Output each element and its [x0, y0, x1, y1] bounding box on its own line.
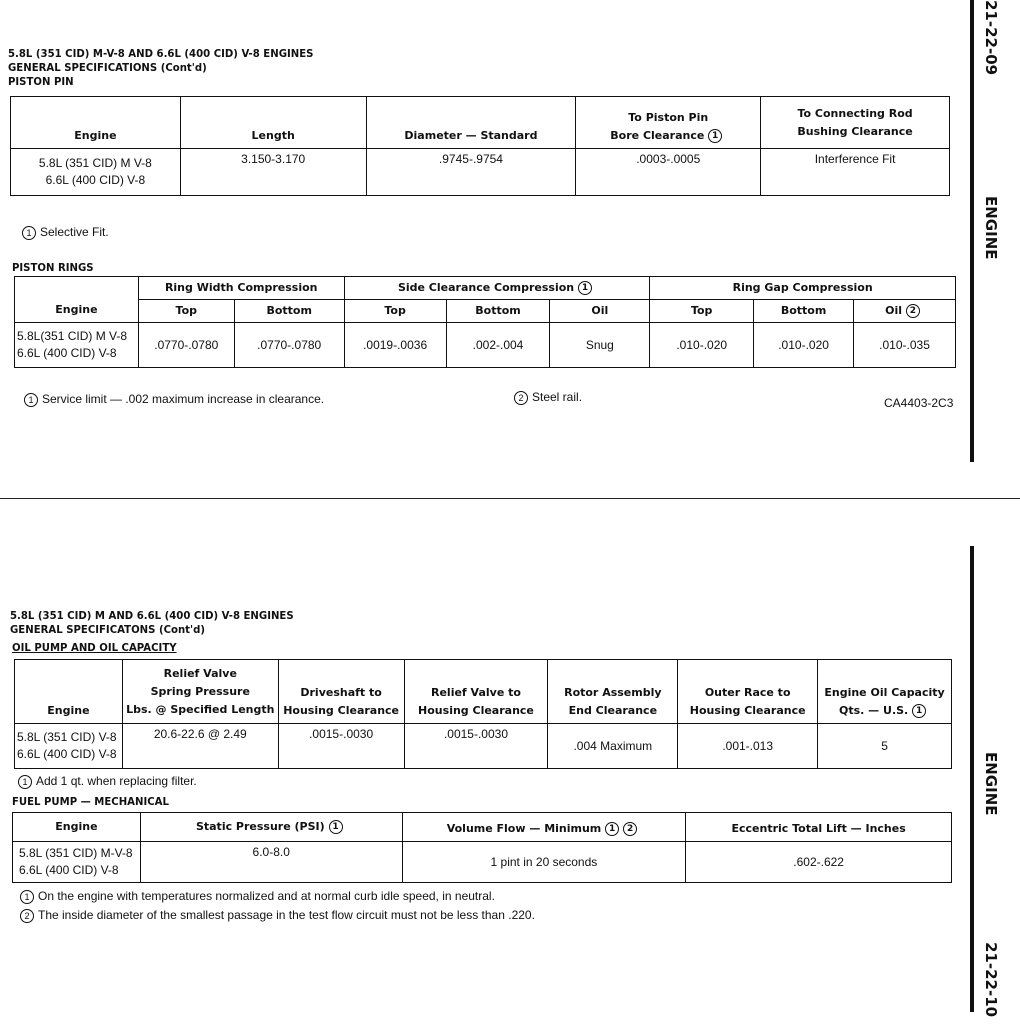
bottom-title-general-specs: GENERAL SPECIFICATONS (Cont'd)	[10, 623, 205, 636]
side-bar-top	[970, 0, 974, 462]
col-side-top: Top	[344, 300, 446, 323]
length-value: 3.150-3.170	[180, 149, 366, 196]
col-relief-valve-clearance	[404, 660, 548, 724]
table-header-row	[13, 813, 952, 842]
col-side-bottom: Bottom	[446, 300, 550, 323]
group-side-clearance-label: Side Clearance Compression	[397, 281, 575, 294]
side-bar-bottom	[970, 546, 974, 1012]
engine-cell	[11, 149, 181, 196]
footnote-marker-1: 1	[912, 704, 926, 718]
ring-footnote-1-text: Service limit — .002 maximum increase in clearance.	[42, 392, 325, 406]
header-line: Volume Flow — Minimum	[446, 822, 602, 835]
col-engine: Engine	[13, 813, 141, 842]
col-width-bottom: Bottom	[234, 300, 344, 323]
static-pressure-value: 6.0-8.0	[140, 842, 402, 883]
group-ring-width: Ring Width Compression	[138, 277, 344, 300]
footnote-marker-1: 1	[18, 775, 32, 789]
col-eccentric-lift: Eccentric Total Lift — Inches	[686, 813, 952, 842]
ring-footnote-2-text: Steel rail.	[532, 390, 583, 404]
figure-code: CA4403-2C3	[884, 396, 954, 410]
relief-clearance-value: .0015-.0030	[404, 724, 548, 769]
header-line: Lbs. @ Specified Length	[126, 702, 275, 716]
footnote-marker-1: 1	[578, 281, 592, 295]
col-bore-clearance-line2: Bore Clearance	[610, 129, 705, 142]
page-number-top: 21-22-09	[982, 0, 1000, 76]
footnote-marker-1: 1	[708, 129, 722, 143]
page-divider	[0, 498, 1020, 499]
col-oil-capacity	[818, 660, 952, 724]
header-line: Relief Valve	[163, 666, 237, 680]
col-side-oil: Oil	[550, 300, 650, 323]
header-line: Housing Clearance	[283, 704, 400, 717]
section-label-bottom: ENGINE	[982, 752, 1000, 816]
table-row	[11, 149, 950, 196]
footnote-marker-1: 1	[329, 820, 343, 834]
fuel-footnote-2	[20, 908, 535, 923]
side-bottom-value: .002-.004	[446, 323, 550, 368]
side-top-value: .0019-.0036	[344, 323, 446, 368]
col-volume-flow	[402, 813, 686, 842]
bushing-clearance-value: Interference Fit	[761, 149, 950, 196]
side-oil-value: Snug	[550, 323, 650, 368]
fuel-pump-table	[12, 812, 952, 883]
pin-footnote	[22, 225, 109, 240]
ring-footnote-2	[514, 390, 582, 405]
col-length: Length	[180, 97, 366, 149]
col-gap-oil	[854, 300, 956, 323]
table-row	[13, 842, 952, 883]
group-side-clearance	[344, 277, 650, 300]
footnote-marker-1: 1	[22, 226, 36, 240]
gap-bottom-value: .010-.020	[754, 323, 854, 368]
header-line: Rotor Assembly	[564, 686, 662, 699]
footnote-marker-1: 1	[20, 890, 34, 904]
engine-line: 6.6L (400 CID) V-8	[17, 747, 117, 761]
col-engine: Engine	[15, 660, 123, 724]
fuel-footnote-1	[20, 889, 495, 904]
gap-oil-value: .010-.035	[854, 323, 956, 368]
col-driveshaft-clearance	[278, 660, 404, 724]
header-line: Housing Clearance	[689, 704, 806, 717]
bottom-title-engines: 5.8L (351 CID) M AND 6.6L (400 CID) V-8 ENGINES	[10, 609, 294, 622]
col-static-pressure	[140, 813, 402, 842]
fuel-pump-title: FUEL PUMP — MECHANICAL	[12, 795, 169, 808]
oil-footnote	[18, 774, 197, 789]
ring-footnote-1	[24, 392, 324, 407]
col-bushing-clearance-line1: To Connecting Rod	[797, 106, 913, 120]
footnote-marker-2: 2	[906, 304, 920, 318]
col-bushing-clearance	[761, 97, 950, 149]
footnote-marker-2: 2	[623, 822, 637, 836]
header-line: Qts. — U.S.	[839, 704, 909, 717]
engine-line: 6.6L (400 CID) V-8	[17, 346, 117, 360]
oil-pump-table	[14, 659, 952, 769]
top-title-piston-pin: PISTON PIN	[8, 75, 74, 88]
footnote-marker-2: 2	[514, 391, 528, 405]
group-ring-gap: Ring Gap Compression	[650, 277, 956, 300]
header-line: Housing Clearance	[418, 704, 534, 717]
top-title-general-specs: GENERAL SPECIFICATIONS (Cont'd)	[8, 61, 207, 74]
bore-clearance-value: .0003-.0005	[576, 149, 761, 196]
header-line: Relief Valve to	[431, 686, 521, 699]
table-header-row	[11, 97, 950, 149]
engine-line: 5.8L(351 CID) M V-8	[17, 329, 128, 343]
footnote-marker-2: 2	[20, 909, 34, 923]
top-title-engines: 5.8L (351 CID) M-V-8 AND 6.6L (400 CID) V-8 ENGINES	[8, 47, 314, 60]
header-line: Driveshaft to	[300, 686, 382, 699]
engine-line: 6.6L (400 CID) V-8	[19, 863, 119, 877]
pin-footnote-text: Selective Fit.	[40, 225, 109, 239]
header-line: Outer Race to	[704, 686, 791, 699]
engine-line: 5.8L (351 CID) M V-8	[38, 156, 152, 170]
rotor-end-clearance-value: .004 Maximum	[548, 724, 678, 769]
table-row	[15, 724, 952, 769]
page-number-bottom: 21-22-10	[982, 942, 1000, 1018]
engine-line: 6.6L (400 CID) V-8	[45, 173, 146, 187]
fuel-footnote-2-text: The inside diameter of the smallest passage in the test flow circuit must not be less than .220.	[38, 908, 535, 922]
col-engine: Engine	[11, 97, 181, 149]
volume-flow-value: 1 pint in 20 seconds	[402, 842, 686, 883]
header-line: End Clearance	[568, 704, 658, 717]
oil-capacity-value: 5	[818, 724, 952, 769]
relief-pressure-value: 20.6-22.6 @ 2.49	[122, 724, 278, 769]
col-relief-valve-pressure	[122, 660, 278, 724]
oil-footnote-text: Add 1 qt. when replacing filter.	[36, 774, 197, 788]
col-bore-clearance	[576, 97, 761, 149]
col-bushing-clearance-line2: Bushing Clearance	[797, 124, 913, 138]
diameter-value: .9745-.9754	[366, 149, 576, 196]
header-line: Engine Oil Capacity	[824, 686, 945, 699]
col-diameter: Diameter — Standard	[366, 97, 576, 149]
driveshaft-clearance-value: .0015-.0030	[278, 724, 404, 769]
engine-cell	[13, 842, 141, 883]
gap-top-value: .010-.020	[650, 323, 754, 368]
header-line: Static Pressure (PSI)	[195, 820, 325, 833]
engine-line: 5.8L (351 CID) V-8	[17, 730, 117, 744]
piston-pin-table	[10, 96, 950, 196]
header-line: Spring Pressure	[150, 684, 250, 698]
engine-cell	[15, 323, 139, 368]
piston-rings-title: PISTON RINGS	[12, 261, 94, 274]
outer-race-clearance-value: .001-.013	[678, 724, 818, 769]
fuel-footnote-1-text: On the engine with temperatures normalized and at normal curb idle speed, in neutral.	[38, 889, 495, 903]
group-header-row	[15, 277, 956, 300]
table-header-row	[15, 660, 952, 724]
eccentric-lift-value: .602-.622	[686, 842, 952, 883]
engine-line: 5.8L (351 CID) M-V-8	[19, 846, 133, 860]
engine-cell	[15, 724, 123, 769]
col-gap-top: Top	[650, 300, 754, 323]
oil-pump-title: OIL PUMP AND OIL CAPACITY	[12, 641, 177, 654]
col-width-top: Top	[138, 300, 234, 323]
width-bottom-value: .0770-.0780	[234, 323, 344, 368]
col-rotor-end-clearance	[548, 660, 678, 724]
section-label-top: ENGINE	[982, 196, 1000, 260]
col-engine: Engine	[15, 277, 139, 323]
col-bore-clearance-line1: To Piston Pin	[628, 111, 709, 124]
sub-header-row	[15, 300, 956, 323]
footnote-marker-1: 1	[24, 393, 38, 407]
table-row	[15, 323, 956, 368]
piston-rings-table	[14, 276, 956, 368]
col-gap-bottom: Bottom	[754, 300, 854, 323]
footnote-marker-1: 1	[605, 822, 619, 836]
col-outer-race-clearance	[678, 660, 818, 724]
col-gap-oil-label: Oil	[885, 304, 903, 317]
width-top-value: .0770-.0780	[138, 323, 234, 368]
